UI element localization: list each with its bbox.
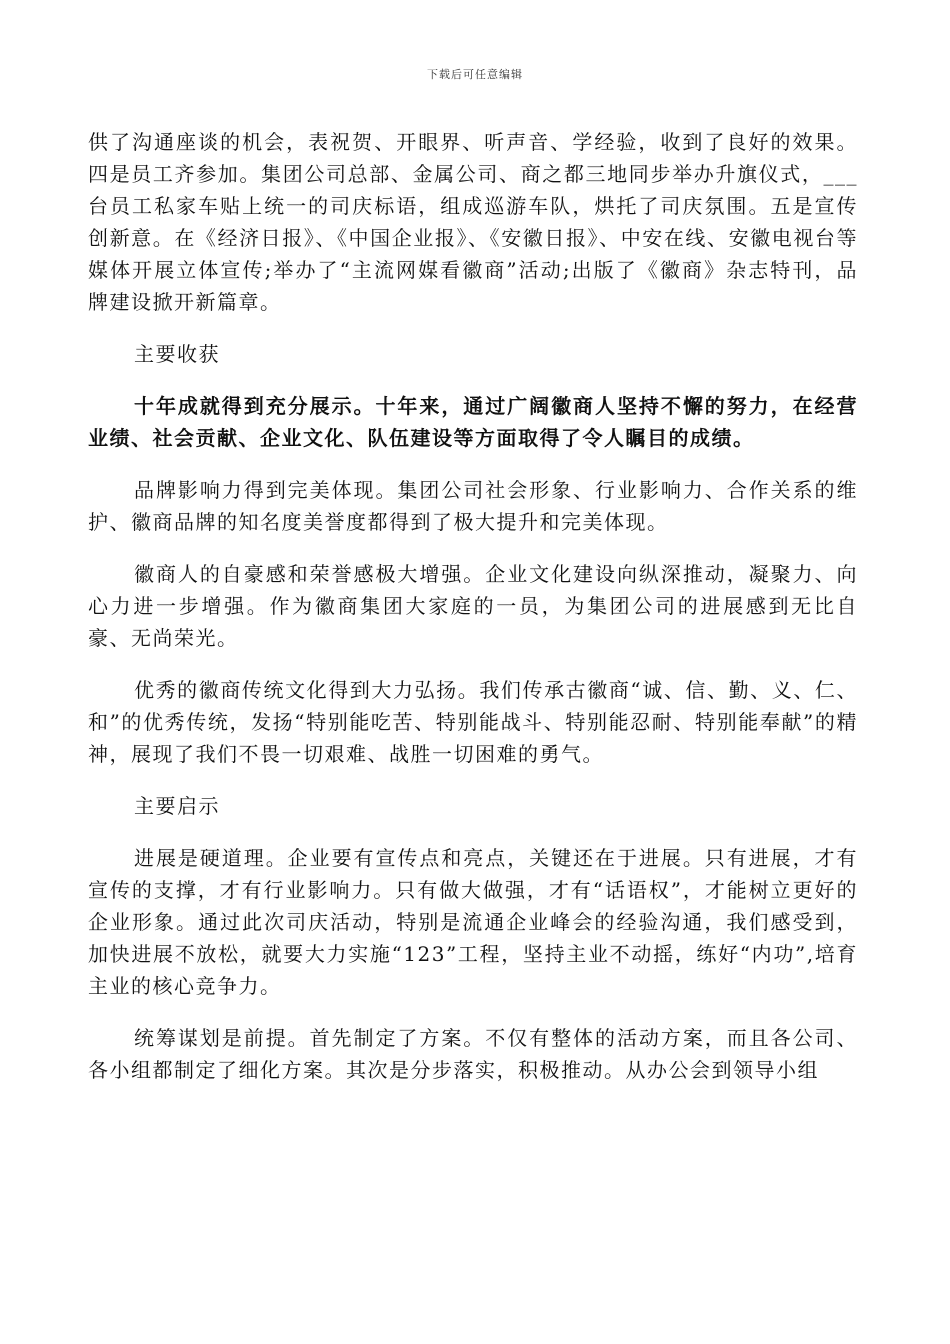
- paragraph-achievements: 十年成就得到充分展示。十年来，通过广阔徽商人坚持不懈的努力，在经营业绩、社会贡献、企业文化、队伍建设等方面取得了令人瞩目的成绩。: [88, 394, 858, 450]
- paragraph-culture: 优秀的徽商传统文化得到大力弘扬。我们传承古徽商“诚、信、勤、义、仁、和”的优秀传统，发扬“特别能吃苦、特别能战斗、特别能忍耐、特别能奉献”的精神，展现了我们不畏一切艰难、战胜一切困难的勇气。: [88, 678, 858, 766]
- paragraph-planning: 统筹谋划是前提。首先制定了方案。不仅有整体的活动方案，而且各公司、各小组都制定了细化方案。其次是分步落实，积极推动。从办公会到领导小组: [88, 1026, 858, 1082]
- paragraph-pride: 徽商人的自豪感和荣誉感极大增强。企业文化建设向纵深推动，凝聚力、向心力进一步增强。作为徽商集团大家庭的一员，为集团公司的进展感到无比自豪、无尚荣光。: [88, 562, 858, 650]
- page-header: 下载后可任意编辑: [427, 68, 523, 81]
- section-heading-gains: 主要收获: [134, 342, 220, 366]
- paragraph-development: 进展是硬道理。企业要有宣传点和亮点，关键还在于进展。只有进展，才有宣传的支撑，才有行业影响力。只有做大做强，才有“话语权”，才能树立更好的企业形象。通过此次司庆活动，特别是流通企业峰会的经验沟通，我们感受到，加快进展不放松，就要大力实施“123”工程，坚持主业不动摇，练好“内功”,培育主业的核心竞争力。: [88, 846, 858, 998]
- paragraph-brand-influence: 品牌影响力得到完美体现。集团公司社会形象、行业影响力、合作关系的维护、徽商品牌的知名度美誉度都得到了极大提升和完美体现。: [88, 478, 858, 534]
- paragraph-continuation: 供了沟通座谈的机会，表祝贺、开眼界、听声音、学经验，收到了良好的效果。四是员工齐参加。集团公司总部、金属公司、商之都三地同步举办升旗仪式，___台员工私家车贴上统一的司庆标语，组成巡游车队，烘托了司庆氛围。五是宣传创新意。在《经济日报》、《中国企业报》、《安徽日报》、中安在线、安徽电视台等媒体开展立体宣传;举办了“主流网媒看徽商”活动;出版了《徽商》杂志特刊，品牌建设掀开新篇章。: [88, 130, 858, 314]
- document-body: [88, 126, 858, 1086]
- section-heading-insights: 主要启示: [134, 794, 220, 818]
